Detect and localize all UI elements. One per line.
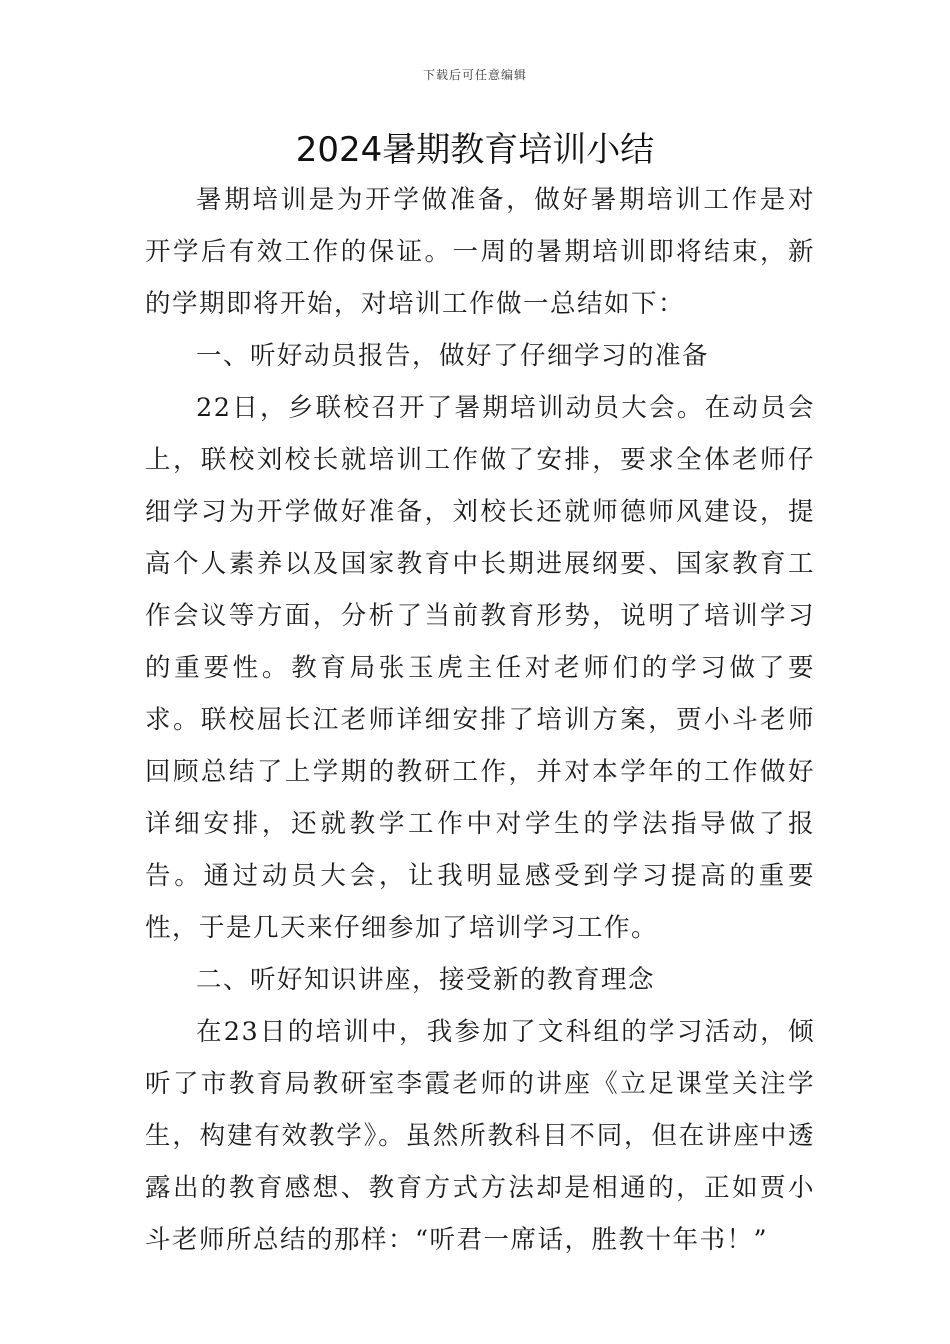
document-title: 2024暑期教育培训小结 <box>295 130 655 170</box>
header-note: 下载后可任意编辑 <box>422 68 527 82</box>
section-heading-1: 一、听好动员报告，做好了仔细学习的准备 <box>196 341 710 371</box>
section-heading-2: 二、听好知识讲座，接受新的教育理念 <box>196 965 656 995</box>
document-body <box>145 174 815 1266</box>
paragraph-intro: 暑期培训是为开学做准备，做好暑期培训工作是对开学后有效工作的保证。一周的暑期培训即将结束，新的学期即将开始，对培训工作做一总结如下： <box>145 185 815 319</box>
paragraph-section-2: 在23日的培训中，我参加了文科组的学习活动，倾听了市教育局教研室李霞老师的讲座《立足课堂关注学生，构建有效教学》。虽然所教科目不同，但在讲座中透露出的教育感想、教育方式方法却是相通的，正如贾小斗老师所总结的那样：“听君一席话，胜教十年书！” <box>145 1017 815 1255</box>
paragraph-section-1: 22日，乡联校召开了暑期培训动员大会。在动员会上，联校刘校长就培训工作做了安排，要求全体老师仔细学习为开学做好准备，刘校长还就师德师风建设，提高个人素养以及国家教育中长期进展纲要、国家教育工作会议等方面，分析了当前教育形势，说明了培训学习的重要性。教育局张玉虎主任对老师们的学习做了要求。联校屈长江老师详细安排了培训方案，贾小斗老师回顾总结了上学期的教研工作，并对本学年的工作做好详细安排，还就教学工作中对学生的学法指导做了报告。通过动员大会，让我明显感受到学习提高的重要性，于是几天来仔细参加了培训学习工作。 <box>145 393 815 943</box>
